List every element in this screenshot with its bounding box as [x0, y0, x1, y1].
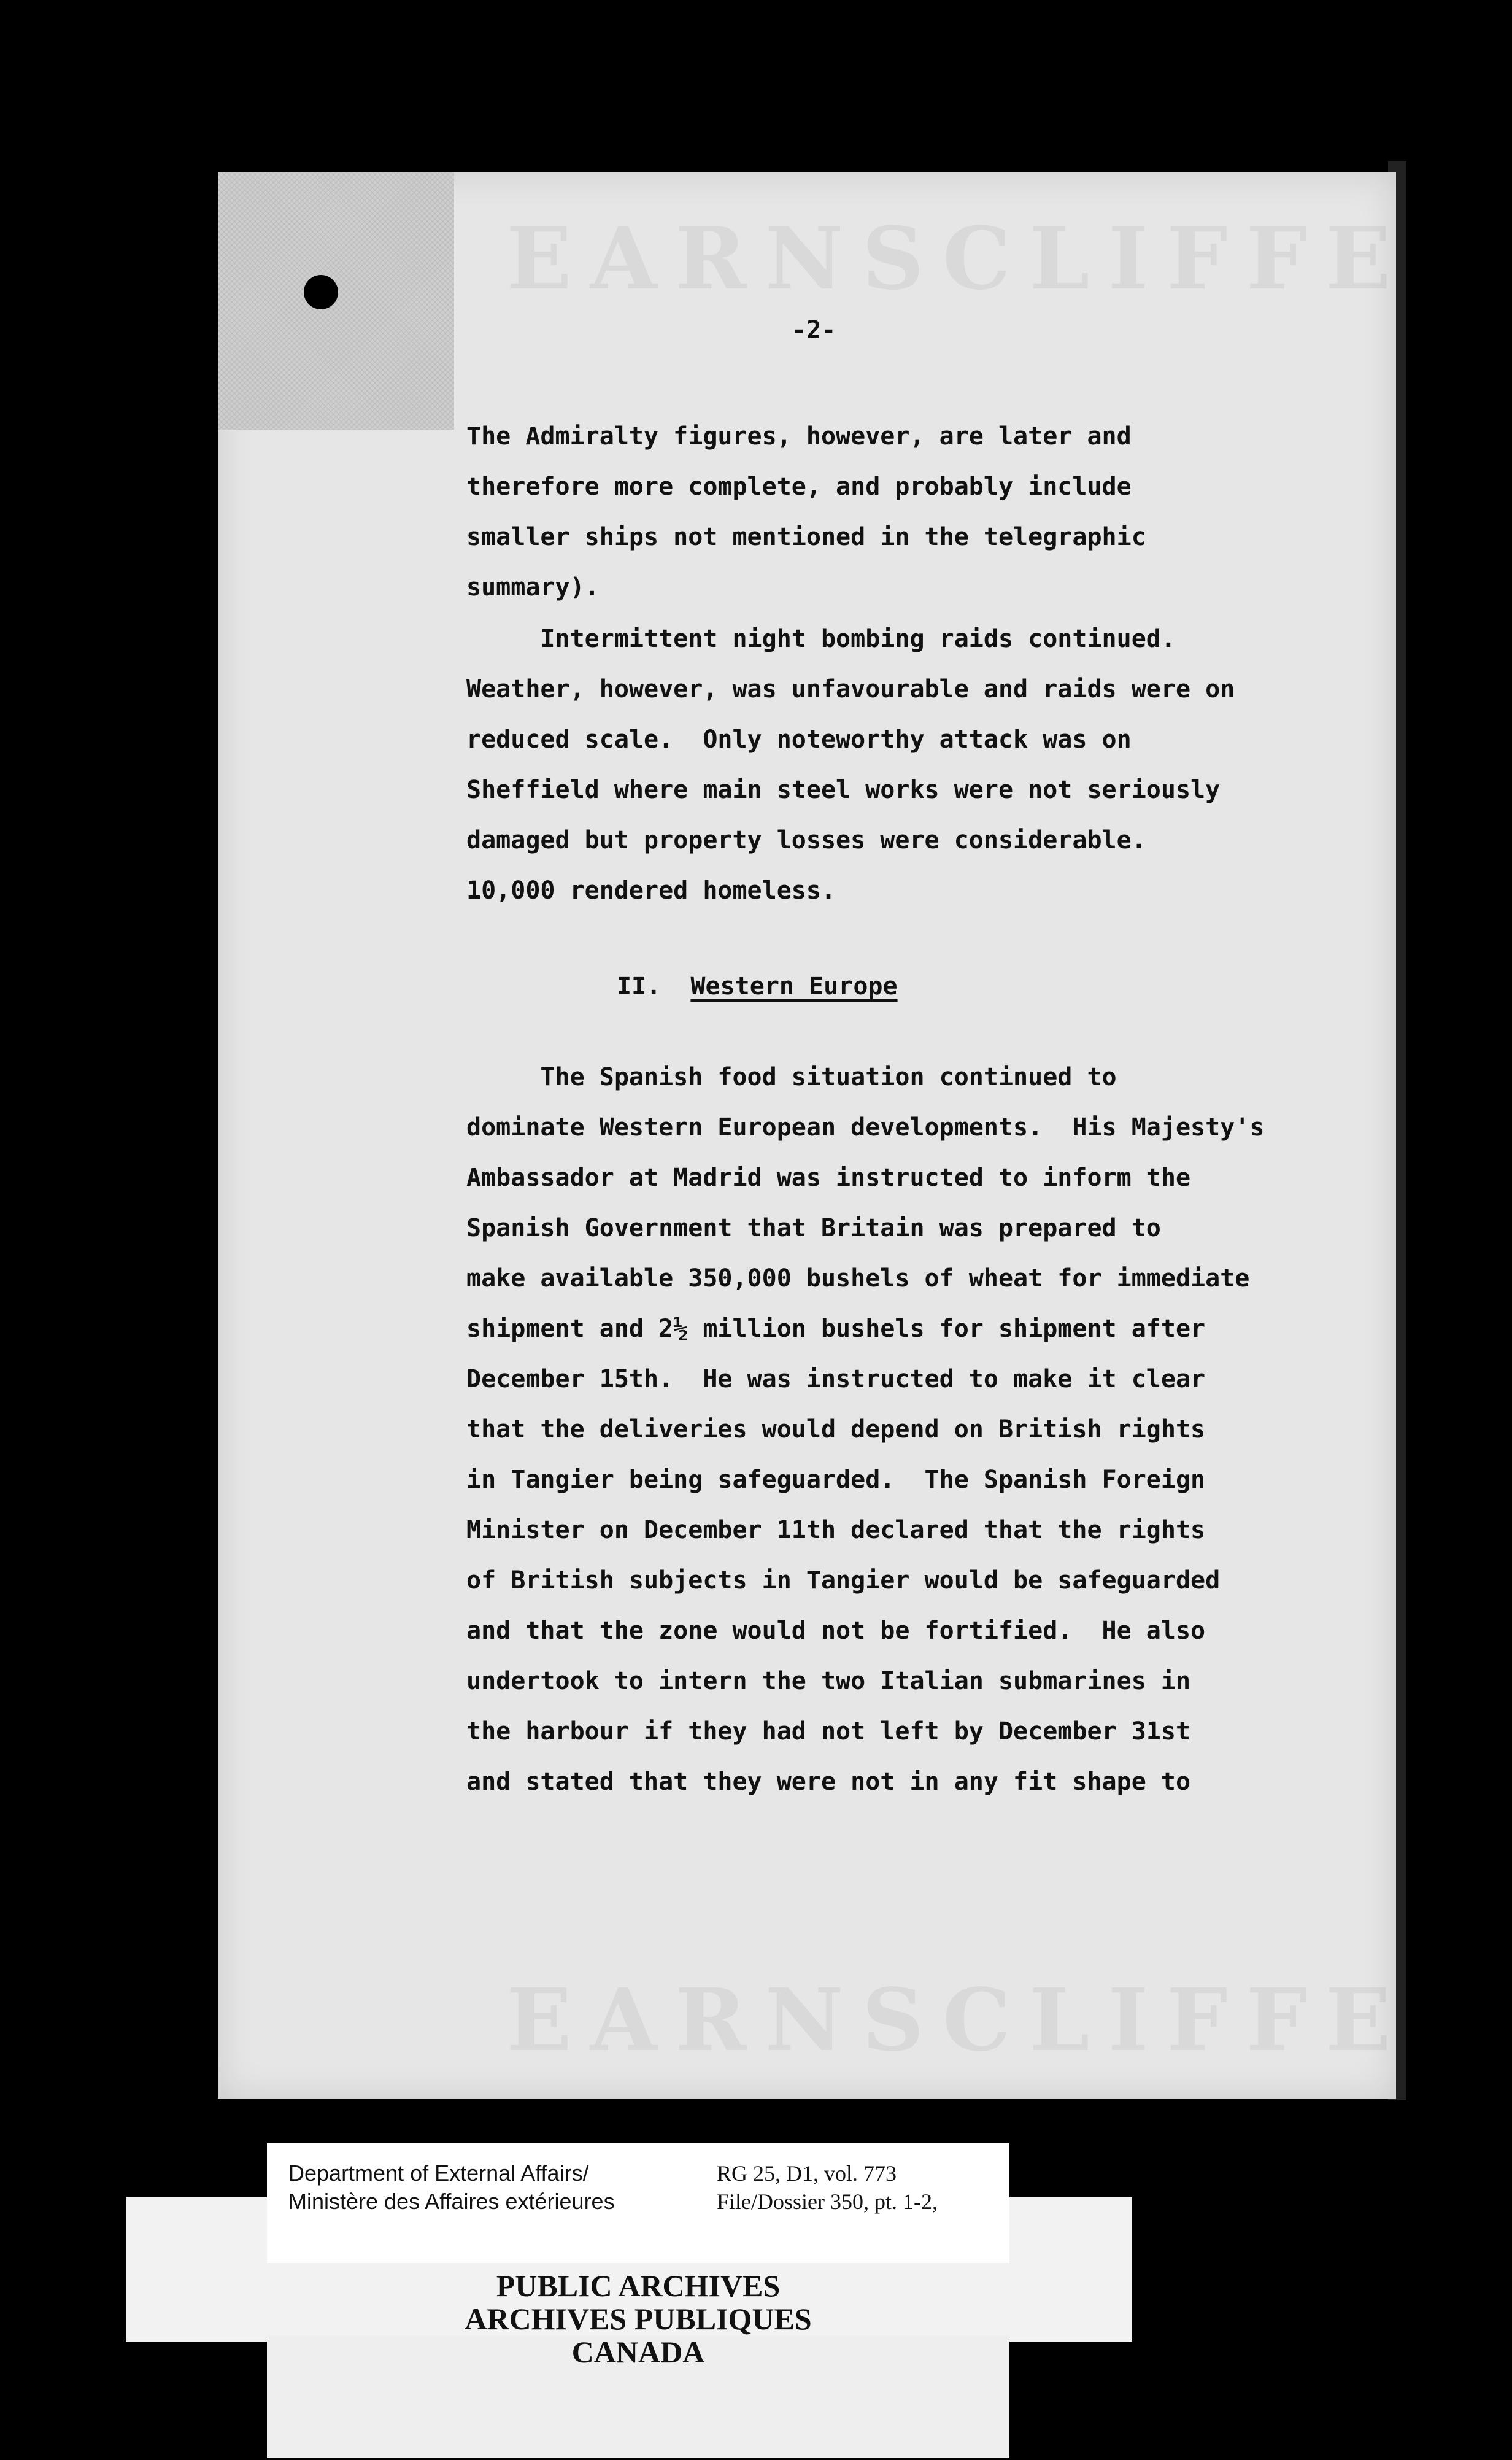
text-line: Sheffield where main steel works were not seriously: [466, 776, 1221, 804]
text-line: Ambassador at Madrid was instructed to inform the: [466, 1164, 1191, 1192]
text-line: Intermittent night bombing raids continued.: [466, 625, 1176, 653]
text-line: The Admiralty figures, however, are later and: [466, 422, 1132, 451]
page-number: -2-: [792, 316, 836, 344]
text-line: the harbour if they had not left by December 31st: [466, 1717, 1191, 1746]
section-number: II.: [617, 972, 662, 1000]
archives-fr: ARCHIVES PUBLIQUES: [465, 2302, 812, 2336]
text-line: dominate Western European developments. His Majesty's: [466, 1113, 1265, 1142]
archives-country: CANADA: [571, 2335, 705, 2369]
letterhead-watermark-top: EARNSCLIFFE: [506, 209, 1410, 309]
corner-tab: [218, 172, 454, 430]
text-line: The Spanish food situation continued to: [466, 1063, 1117, 1091]
document-page: [218, 172, 1410, 2099]
text-line: Minister on December 11th declared that the rights: [466, 1516, 1206, 1544]
department-fr: Ministère des Affaires extérieures: [288, 2189, 615, 2214]
text-line: therefore more complete, and probably include: [466, 473, 1132, 501]
punch-hole: [304, 275, 338, 309]
text-line: and that the zone would not be fortified. He also: [466, 1617, 1206, 1645]
section-heading: [617, 972, 898, 1000]
text-line: that the deliveries would depend on British rights: [466, 1415, 1206, 1444]
text-line: smaller ships not mentioned in the telegraphic: [466, 523, 1146, 551]
text-line: December 15th. He was instructed to make it clear: [466, 1365, 1206, 1393]
text-line: Weather, however, was unfavourable and raids were on: [466, 675, 1235, 703]
text-line: in Tangier being safeguarded. The Spanish Foreign: [466, 1466, 1206, 1494]
department-en: Department of External Affairs/: [288, 2160, 589, 2186]
letterhead-watermark-bottom: EARNSCLIFFE: [506, 1970, 1410, 2071]
text-line: 10,000 rendered homeless.: [466, 876, 836, 905]
text-line: reduced scale. Only noteworthy attack was on: [466, 725, 1132, 754]
text-line: Spanish Government that Britain was prepared to: [466, 1214, 1161, 1242]
text-line: and stated that they were not in any fit shape to: [466, 1768, 1191, 1796]
text-line: summary).: [466, 573, 600, 601]
text-line: damaged but property losses were considerable.: [466, 826, 1146, 854]
reference-line-1: RG 25, D1, vol. 773: [717, 2161, 897, 2186]
archives-en: PUBLIC ARCHIVES: [496, 2269, 781, 2303]
section-title: Western Europe: [690, 972, 898, 1000]
text-line: shipment and 2½ million bushels for shipment after: [466, 1315, 1206, 1343]
text-line: of British subjects in Tangier would be safeguarded: [466, 1566, 1221, 1595]
text-line: undertook to intern the two Italian submarines in: [466, 1667, 1191, 1695]
text-line: make available 350,000 bushels of wheat for immediate: [466, 1264, 1250, 1293]
reference-line-2: File/Dossier 350, pt. 1-2,: [717, 2189, 938, 2214]
